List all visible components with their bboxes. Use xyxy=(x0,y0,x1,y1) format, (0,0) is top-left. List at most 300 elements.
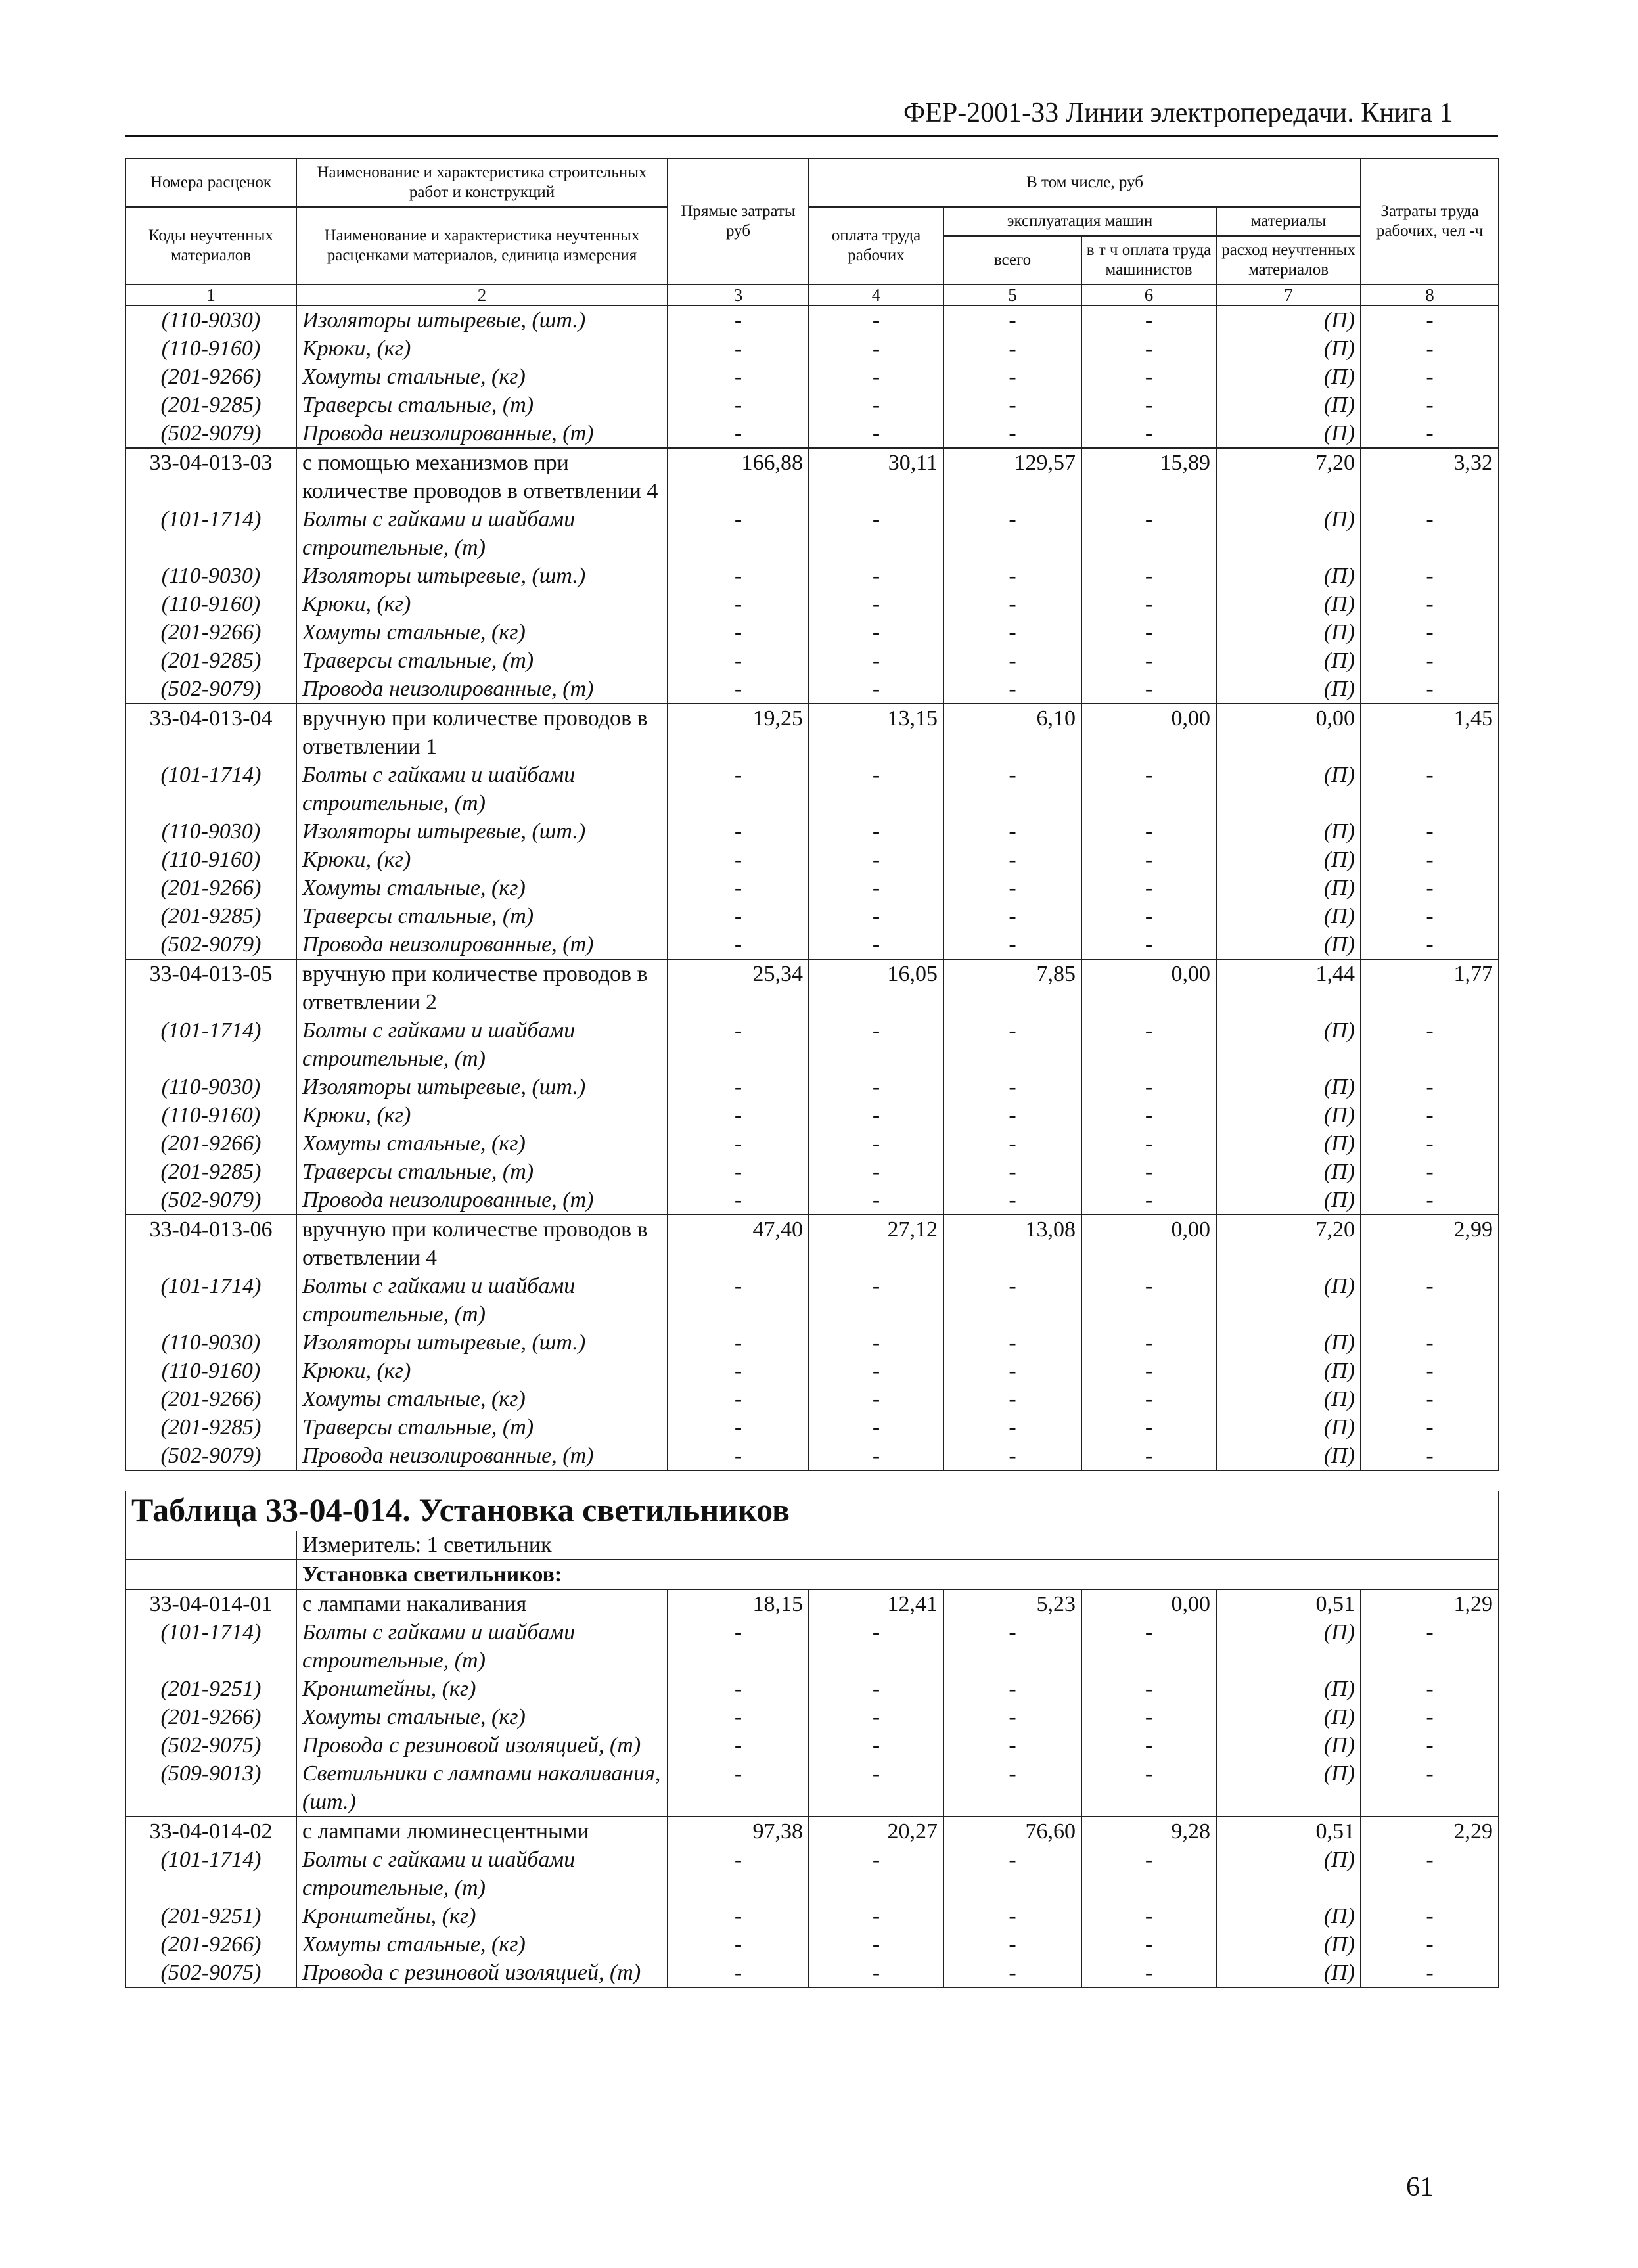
name-cell: Крюки, (кг) xyxy=(296,846,668,874)
labor-pay-cell: - xyxy=(809,1385,944,1413)
name-cell: Крюки, (кг) xyxy=(296,1101,668,1129)
machine-total-cell: 76,60 xyxy=(944,1817,1081,1846)
machine-total-cell: - xyxy=(944,1959,1081,1987)
materials-cell: (П) xyxy=(1216,562,1361,590)
name-cell: Изоляторы штыревые, (шт.) xyxy=(296,1328,668,1357)
operator-pay-cell: - xyxy=(1081,874,1216,902)
table-row xyxy=(125,1186,1499,1215)
labor-pay-cell: - xyxy=(809,562,944,590)
labor-hours-cell: - xyxy=(1361,1413,1499,1441)
table-row xyxy=(125,1101,1499,1129)
code-cell: 33-04-013-06 xyxy=(125,1215,296,1272)
code-cell: 33-04-014-01 xyxy=(125,1589,296,1618)
col-number: 2 xyxy=(296,284,668,306)
table-row xyxy=(125,1215,1499,1272)
materials-cell: (П) xyxy=(1216,419,1361,448)
materials-cell: (П) xyxy=(1216,1441,1361,1470)
machine-total-cell: - xyxy=(944,1328,1081,1357)
labor-hours-cell: - xyxy=(1361,646,1499,675)
labor-hours-cell: - xyxy=(1361,391,1499,419)
operator-pay-cell: 15,89 xyxy=(1081,448,1216,505)
machine-total-cell: - xyxy=(944,562,1081,590)
labor-hours-cell: - xyxy=(1361,1703,1499,1731)
materials-cell: (П) xyxy=(1216,1357,1361,1385)
operator-pay-cell: - xyxy=(1081,1618,1216,1675)
operator-pay-cell: - xyxy=(1081,1158,1216,1186)
machine-total-cell: 129,57 xyxy=(944,448,1081,505)
table-row xyxy=(125,590,1499,618)
labor-hours-cell: - xyxy=(1361,1129,1499,1158)
materials-cell: (П) xyxy=(1216,1703,1361,1731)
direct-cost-cell: - xyxy=(668,1759,809,1817)
labor-pay-cell: - xyxy=(809,1618,944,1675)
labor-hours-cell: - xyxy=(1361,1846,1499,1902)
materials-cell: (П) xyxy=(1216,1930,1361,1959)
operator-pay-cell: - xyxy=(1081,1101,1216,1129)
labor-pay-cell: - xyxy=(809,391,944,419)
col3-header: Прямые затраты руб xyxy=(668,158,809,284)
code-cell: (101-1714) xyxy=(125,1618,296,1675)
machine-total-cell: - xyxy=(944,675,1081,704)
labor-pay-cell: - xyxy=(809,1413,944,1441)
materials-cell: (П) xyxy=(1216,505,1361,562)
labor-pay-cell: - xyxy=(809,1675,944,1703)
section-2 xyxy=(125,1470,1499,1589)
materials-cell: (П) xyxy=(1216,1328,1361,1357)
code-cell: (201-9266) xyxy=(125,1385,296,1413)
machine-total-cell: - xyxy=(944,505,1081,562)
rates-body-2 xyxy=(125,1589,1499,1987)
table-row xyxy=(125,306,1499,334)
code-cell: 33-04-013-03 xyxy=(125,448,296,505)
machine-total-cell: - xyxy=(944,1441,1081,1470)
operator-pay-cell: - xyxy=(1081,1959,1216,1987)
rates-table xyxy=(125,158,1499,1988)
machine-total-cell: 7,85 xyxy=(944,959,1081,1016)
direct-cost-cell: - xyxy=(668,306,809,334)
labor-pay-cell: - xyxy=(809,874,944,902)
direct-cost-cell: - xyxy=(668,675,809,704)
labor-hours-cell: 1,45 xyxy=(1361,704,1499,761)
labor-hours-cell: - xyxy=(1361,590,1499,618)
materials-cell: 7,20 xyxy=(1216,1215,1361,1272)
machine-total-cell: - xyxy=(944,618,1081,646)
code-cell: (110-9030) xyxy=(125,306,296,334)
code-cell: (502-9079) xyxy=(125,419,296,448)
labor-hours-cell: - xyxy=(1361,334,1499,363)
operator-pay-cell: - xyxy=(1081,646,1216,675)
name-cell: Изоляторы штыревые, (шт.) xyxy=(296,306,668,334)
labor-pay-cell: - xyxy=(809,1902,944,1930)
name-cell: с лампами накаливания xyxy=(296,1589,668,1618)
section-title: Таблица 33-04-014. Установка светильников xyxy=(131,1491,790,1528)
materials-cell: (П) xyxy=(1216,1959,1361,1987)
direct-cost-cell: - xyxy=(668,590,809,618)
direct-cost-cell: - xyxy=(668,1413,809,1441)
operator-pay-cell: - xyxy=(1081,562,1216,590)
operator-pay-cell: - xyxy=(1081,334,1216,363)
operator-pay-cell: - xyxy=(1081,902,1216,930)
col2-top-header: Наименование и характеристика строительных работ и конструкций xyxy=(296,158,668,207)
direct-cost-cell: 19,25 xyxy=(668,704,809,761)
materials-cell: (П) xyxy=(1216,1731,1361,1759)
header-rule xyxy=(125,135,1498,137)
operator-pay-cell: 0,00 xyxy=(1081,704,1216,761)
table-row xyxy=(125,1413,1499,1441)
labor-hours-cell: - xyxy=(1361,761,1499,817)
materials-cell: (П) xyxy=(1216,761,1361,817)
code-cell: (502-9075) xyxy=(125,1959,296,1987)
table-row xyxy=(125,846,1499,874)
materials-cell: (П) xyxy=(1216,1272,1361,1328)
materials-cell: 0,00 xyxy=(1216,704,1361,761)
direct-cost-cell: - xyxy=(668,1186,809,1215)
labor-pay-cell: - xyxy=(809,1186,944,1215)
labor-pay-cell: - xyxy=(809,1328,944,1357)
labor-hours-cell: - xyxy=(1361,1731,1499,1759)
labor-pay-cell: - xyxy=(809,1158,944,1186)
code-cell: (110-9160) xyxy=(125,846,296,874)
direct-cost-cell: - xyxy=(668,1731,809,1759)
labor-pay-cell: - xyxy=(809,1930,944,1959)
labor-hours-cell: 1,29 xyxy=(1361,1589,1499,1618)
name-cell: Болты с гайками и шайбами строительные, (т) xyxy=(296,1272,668,1328)
machine-total-cell: - xyxy=(944,1129,1081,1158)
direct-cost-cell: - xyxy=(668,1272,809,1328)
materials-cell: (П) xyxy=(1216,1385,1361,1413)
machine-total-cell: - xyxy=(944,1930,1081,1959)
materials-cell: (П) xyxy=(1216,902,1361,930)
labor-hours-cell: - xyxy=(1361,505,1499,562)
name-cell: Светильники с лампами накаливания, (шт.) xyxy=(296,1759,668,1817)
code-cell: 33-04-014-02 xyxy=(125,1817,296,1846)
direct-cost-cell: 47,40 xyxy=(668,1215,809,1272)
machine-total-cell: - xyxy=(944,391,1081,419)
operator-pay-cell: - xyxy=(1081,618,1216,646)
labor-hours-cell: - xyxy=(1361,1158,1499,1186)
machine-total-cell: 6,10 xyxy=(944,704,1081,761)
direct-cost-cell: - xyxy=(668,618,809,646)
operator-pay-cell: - xyxy=(1081,363,1216,391)
code-cell: (101-1714) xyxy=(125,505,296,562)
materials-cell: 1,44 xyxy=(1216,959,1361,1016)
labor-hours-cell: - xyxy=(1361,1073,1499,1101)
labor-pay-cell: - xyxy=(809,1703,944,1731)
code-cell: (201-9285) xyxy=(125,1413,296,1441)
col6-header: в т ч оплата труда машинистов xyxy=(1081,236,1216,284)
labor-hours-cell: - xyxy=(1361,1186,1499,1215)
operator-pay-cell: 9,28 xyxy=(1081,1817,1216,1846)
labor-hours-cell: - xyxy=(1361,363,1499,391)
labor-pay-cell: - xyxy=(809,646,944,675)
code-cell: (101-1714) xyxy=(125,761,296,817)
labor-pay-cell: - xyxy=(809,1731,944,1759)
table-row xyxy=(125,1618,1499,1675)
labor-hours-cell: - xyxy=(1361,846,1499,874)
table-row xyxy=(125,675,1499,704)
name-cell: Хомуты стальные, (кг) xyxy=(296,618,668,646)
direct-cost-cell: - xyxy=(668,902,809,930)
table-row xyxy=(125,874,1499,902)
code-cell: (110-9160) xyxy=(125,590,296,618)
operator-pay-cell: - xyxy=(1081,1186,1216,1215)
col1-top-header: Номера расценок xyxy=(125,158,296,207)
machine-total-cell: - xyxy=(944,874,1081,902)
table-row xyxy=(125,761,1499,817)
name-cell: с помощью механизмов при количестве проводов в ответвлении 4 xyxy=(296,448,668,505)
operator-pay-cell: - xyxy=(1081,1441,1216,1470)
code-cell: (509-9013) xyxy=(125,1759,296,1817)
direct-cost-cell: - xyxy=(668,817,809,846)
machine-total-cell: - xyxy=(944,1902,1081,1930)
labor-hours-cell: 2,29 xyxy=(1361,1817,1499,1846)
materials-cell: (П) xyxy=(1216,391,1361,419)
machine-total-cell: - xyxy=(944,761,1081,817)
operator-pay-cell: - xyxy=(1081,1016,1216,1073)
table-row xyxy=(125,1930,1499,1959)
materials-cell: (П) xyxy=(1216,1902,1361,1930)
code-cell: (502-9079) xyxy=(125,1186,296,1215)
code-cell: (201-9266) xyxy=(125,874,296,902)
machine-total-cell: - xyxy=(944,1272,1081,1328)
operator-pay-cell: - xyxy=(1081,419,1216,448)
operator-pay-cell: - xyxy=(1081,306,1216,334)
name-cell: Провода неизолированные, (т) xyxy=(296,930,668,959)
col5-header: всего xyxy=(944,236,1081,284)
materials-cell: (П) xyxy=(1216,334,1361,363)
materials-cell: (П) xyxy=(1216,817,1361,846)
table-row xyxy=(125,959,1499,1016)
code-cell: (110-9030) xyxy=(125,1328,296,1357)
direct-cost-cell: - xyxy=(668,1357,809,1385)
name-cell: Хомуты стальные, (кг) xyxy=(296,1703,668,1731)
table-row xyxy=(125,1328,1499,1357)
labor-hours-cell: - xyxy=(1361,1618,1499,1675)
materials-cell: (П) xyxy=(1216,846,1361,874)
machine-total-cell: - xyxy=(944,1675,1081,1703)
operator-pay-cell: - xyxy=(1081,1675,1216,1703)
materials-cell: (П) xyxy=(1216,590,1361,618)
table-row xyxy=(125,1385,1499,1413)
col-number: 4 xyxy=(809,284,944,306)
labor-hours-cell: - xyxy=(1361,1675,1499,1703)
direct-cost-cell: 166,88 xyxy=(668,448,809,505)
table-row xyxy=(125,391,1499,419)
machine-total-cell: - xyxy=(944,1846,1081,1902)
labor-pay-cell: - xyxy=(809,1129,944,1158)
labor-hours-cell: - xyxy=(1361,675,1499,704)
labor-hours-cell: 1,77 xyxy=(1361,959,1499,1016)
operator-pay-cell: - xyxy=(1081,1703,1216,1731)
labor-pay-cell: - xyxy=(809,1357,944,1385)
materials-cell: 7,20 xyxy=(1216,448,1361,505)
code-cell: (110-9030) xyxy=(125,562,296,590)
direct-cost-cell: - xyxy=(668,1703,809,1731)
operator-pay-cell: - xyxy=(1081,1413,1216,1441)
machine-total-cell: - xyxy=(944,846,1081,874)
group-title: Установка светильников: xyxy=(296,1560,1499,1589)
name-cell: Траверсы стальные, (т) xyxy=(296,1413,668,1441)
labor-pay-cell: - xyxy=(809,1016,944,1073)
materials-cell: (П) xyxy=(1216,930,1361,959)
labor-pay-cell: - xyxy=(809,1272,944,1328)
table-row xyxy=(125,419,1499,448)
materials-cell: 0,51 xyxy=(1216,1589,1361,1618)
name-cell: Хомуты стальные, (кг) xyxy=(296,1930,668,1959)
table-row xyxy=(125,505,1499,562)
code-cell: (201-9285) xyxy=(125,1158,296,1186)
machine-total-cell: - xyxy=(944,1186,1081,1215)
name-cell: Провода неизолированные, (т) xyxy=(296,1186,668,1215)
machine-total-cell: - xyxy=(944,1703,1081,1731)
labor-pay-cell: - xyxy=(809,334,944,363)
page-number: 61 xyxy=(1406,2172,1434,2202)
name-cell: вручную при количестве проводов в ответвлении 2 xyxy=(296,959,668,1016)
operator-pay-cell: - xyxy=(1081,391,1216,419)
materials-cell: (П) xyxy=(1216,363,1361,391)
code-cell: (201-9251) xyxy=(125,1675,296,1703)
materials-cell: (П) xyxy=(1216,1846,1361,1902)
machine-total-cell: - xyxy=(944,1731,1081,1759)
labor-pay-cell: - xyxy=(809,902,944,930)
materials-cell: (П) xyxy=(1216,306,1361,334)
operator-pay-cell: - xyxy=(1081,1385,1216,1413)
operator-pay-cell: - xyxy=(1081,675,1216,704)
meter-label: Измеритель: 1 светильник xyxy=(296,1531,1499,1560)
direct-cost-cell: - xyxy=(668,1016,809,1073)
operator-pay-cell: - xyxy=(1081,1731,1216,1759)
operator-pay-cell: - xyxy=(1081,1759,1216,1817)
labor-pay-cell: 12,41 xyxy=(809,1589,944,1618)
machine-total-cell: - xyxy=(944,930,1081,959)
direct-cost-cell: - xyxy=(668,1959,809,1987)
machine-total-cell: - xyxy=(944,306,1081,334)
labor-hours-cell: - xyxy=(1361,1357,1499,1385)
table-row xyxy=(125,930,1499,959)
labor-pay-cell: - xyxy=(809,419,944,448)
code-cell: (201-9285) xyxy=(125,391,296,419)
name-cell: Крюки, (кг) xyxy=(296,590,668,618)
labor-pay-cell: - xyxy=(809,1959,944,1987)
operator-pay-cell: - xyxy=(1081,1357,1216,1385)
col-number: 3 xyxy=(668,284,809,306)
direct-cost-cell: - xyxy=(668,1158,809,1186)
code-cell: (101-1714) xyxy=(125,1016,296,1073)
direct-cost-cell: - xyxy=(668,419,809,448)
labor-hours-cell: - xyxy=(1361,1272,1499,1328)
machine-total-cell: - xyxy=(944,1101,1081,1129)
name-cell: Болты с гайками и шайбами строительные, (т) xyxy=(296,505,668,562)
code-cell: (201-9285) xyxy=(125,902,296,930)
operator-pay-cell: - xyxy=(1081,930,1216,959)
name-cell: Хомуты стальные, (кг) xyxy=(296,874,668,902)
operator-pay-cell: - xyxy=(1081,761,1216,817)
name-cell: Болты с гайками и шайбами строительные, (т) xyxy=(296,1618,668,1675)
name-cell: Изоляторы штыревые, (шт.) xyxy=(296,1073,668,1101)
machine-total-cell: 5,23 xyxy=(944,1589,1081,1618)
labor-hours-cell: - xyxy=(1361,874,1499,902)
direct-cost-cell: 97,38 xyxy=(668,1817,809,1846)
code-cell: (502-9075) xyxy=(125,1731,296,1759)
materials-cell: (П) xyxy=(1216,1618,1361,1675)
code-cell: 33-04-013-04 xyxy=(125,704,296,761)
materials-cell: (П) xyxy=(1216,1759,1361,1817)
machine-total-cell: - xyxy=(944,1357,1081,1385)
materials-cell: (П) xyxy=(1216,1186,1361,1215)
code-cell: (110-9030) xyxy=(125,1073,296,1101)
operator-pay-cell: - xyxy=(1081,846,1216,874)
materials-cell: (П) xyxy=(1216,1073,1361,1101)
labor-pay-cell: - xyxy=(809,930,944,959)
operator-pay-cell: 0,00 xyxy=(1081,1589,1216,1618)
operator-pay-cell: - xyxy=(1081,817,1216,846)
materials-cell: (П) xyxy=(1216,646,1361,675)
direct-cost-cell: - xyxy=(668,1930,809,1959)
materials-cell: (П) xyxy=(1216,1675,1361,1703)
rates-body xyxy=(125,306,1499,1470)
labor-pay-cell: - xyxy=(809,505,944,562)
table-row xyxy=(125,1073,1499,1101)
code-cell: (201-9266) xyxy=(125,618,296,646)
machine-total-cell: - xyxy=(944,1016,1081,1073)
name-cell: Провода с резиновой изоляцией, (т) xyxy=(296,1731,668,1759)
table-row xyxy=(125,1016,1499,1073)
machine-total-cell: - xyxy=(944,1158,1081,1186)
code-cell: (110-9160) xyxy=(125,1357,296,1385)
machine-total-cell: - xyxy=(944,1073,1081,1101)
labor-pay-cell: - xyxy=(809,761,944,817)
table-row xyxy=(125,1357,1499,1385)
operator-pay-cell: - xyxy=(1081,1846,1216,1902)
direct-cost-cell: - xyxy=(668,334,809,363)
labor-pay-cell: - xyxy=(809,1073,944,1101)
name-cell: Траверсы стальные, (т) xyxy=(296,391,668,419)
labor-pay-cell: - xyxy=(809,363,944,391)
table-row xyxy=(125,1959,1499,1987)
name-cell: Кронштейны, (кг) xyxy=(296,1675,668,1703)
name-cell: Провода неизолированные, (т) xyxy=(296,1441,668,1470)
labor-pay-cell: 20,27 xyxy=(809,1817,944,1846)
code-cell: (201-9251) xyxy=(125,1902,296,1930)
table-header xyxy=(125,158,1499,306)
labor-hours-cell: - xyxy=(1361,618,1499,646)
labor-hours-cell: - xyxy=(1361,1016,1499,1073)
labor-hours-cell: - xyxy=(1361,817,1499,846)
machine-total-cell: - xyxy=(944,1385,1081,1413)
code-cell: 33-04-013-05 xyxy=(125,959,296,1016)
labor-pay-cell: 30,11 xyxy=(809,448,944,505)
code-cell: (201-9285) xyxy=(125,646,296,675)
materials-cell: 0,51 xyxy=(1216,1817,1361,1846)
table-row xyxy=(125,817,1499,846)
operator-pay-cell: - xyxy=(1081,1129,1216,1158)
name-cell: Болты с гайками и шайбами строительные, (т) xyxy=(296,761,668,817)
name-cell: Хомуты стальные, (кг) xyxy=(296,363,668,391)
table-row xyxy=(125,1846,1499,1902)
labor-pay-cell: - xyxy=(809,1441,944,1470)
labor-hours-cell: - xyxy=(1361,1930,1499,1959)
labor-hours-cell: - xyxy=(1361,1959,1499,1987)
operator-pay-cell: - xyxy=(1081,590,1216,618)
table-row xyxy=(125,1759,1499,1817)
labor-pay-cell: 27,12 xyxy=(809,1215,944,1272)
labor-pay-cell: 16,05 xyxy=(809,959,944,1016)
machine-total-cell: - xyxy=(944,419,1081,448)
col1-bottom-header: Коды неучтенных материалов xyxy=(125,207,296,284)
materials-cell: (П) xyxy=(1216,874,1361,902)
materials-cell: (П) xyxy=(1216,1101,1361,1129)
name-cell: Траверсы стальные, (т) xyxy=(296,646,668,675)
